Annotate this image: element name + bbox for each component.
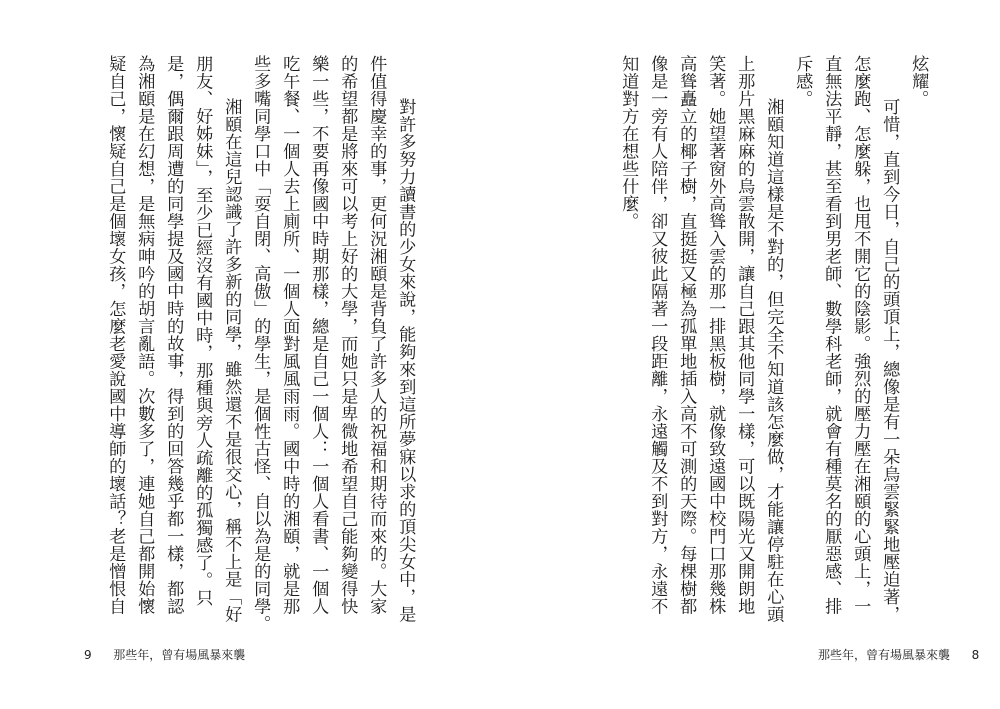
text-column: 上那片黑麻麻的烏雲散開，讓自己跟其他同學一樣，可以既陽光又開朗地 (734, 55, 755, 615)
text-column: 高聳矗立的椰子樹，直挺挺又極為孤單地插入高不可測的天際。每棵樹都 (676, 55, 697, 615)
text-column: 朋友、好姊妹」，至少已經沒有國中時，那種與旁人疏離的孤獨感了。只 (192, 55, 213, 607)
text-column: 斥感。 (792, 55, 813, 108)
text-column: 是，偶爾跟周遭的同學提及國中時的故事，得到的回答幾乎都一樣，都認 (163, 55, 184, 615)
page-footer (84, 646, 245, 663)
running-title: 那些年，曾有場風暴來襲 (113, 648, 246, 662)
page-footer (818, 646, 979, 663)
text-column: 為湘頤是在幻想，是無病呻吟的胡言亂語。次數多了，連她自己都開始懷 (134, 55, 155, 615)
right-page (500, 0, 1000, 709)
page-number: 8 (971, 648, 980, 662)
text-column: 樂一些，不要再像國中時期那樣，總是自己一個人：一個人看書、一個人 (308, 55, 329, 615)
text-column: 疑自己，懷疑自己是個壞女孩，怎麼老愛說國中導師的壞話？老是憎恨自 (105, 55, 126, 615)
running-title: 那些年，曾有場風暴來襲 (818, 648, 951, 662)
text-column: 知道對方在想些什麼。 (618, 55, 639, 230)
text-column: 怎麼跑、怎麼躲，也甩不開它的陰影。強烈的壓力壓在湘頤的心頭上，一 (850, 55, 871, 615)
text-column: 件值得慶幸的事，更何況湘頤是背負了許多人的祝福和期待而來的。大家 (366, 55, 387, 615)
text-column: 湘頤在這兒認識了許多新的同學，雖然還不是很交心，稱不上是「好 (221, 98, 242, 623)
text-column: 像是一旁有人陪伴，卻又彼此隔著一段距離，永遠觸及不到對方，永遠不 (647, 55, 668, 615)
text-column: 可惜，直到今日，自己的頭頂上，總像是有一朵烏雲緊緊地壓迫著， (879, 98, 900, 623)
text-column: 些多嘴同學口中「耍自閉、高傲」的學生，是個性古怪、自以為是的同學。 (250, 55, 271, 633)
text-column: 的希望都是將來可以考上好的大學，而她只是卑微地希望自己能夠變得快 (337, 55, 358, 615)
text-column: 吃午餐、一個人去上廁所、一個人面對風風雨雨。國中時的湘頤，就是那 (279, 55, 300, 615)
text-column: 笑著。她望著窗外高聳入雲的那一排黑板樹，就像致遠國中校門口那幾株 (705, 55, 726, 615)
text-column: 湘頤知道這樣是不對的，但完全不知道該怎麼做，才能讓停駐在心頭 (763, 98, 784, 623)
text-column: 對許多努力讀書的少女來說，能夠來到這所夢寐以求的頂尖女中，是 (395, 98, 416, 623)
text-column: 炫耀。 (908, 55, 929, 108)
page-number: 9 (84, 648, 92, 662)
text-column: 直無法平靜，甚至看到男老師、數學科老師，就會有種莫名的厭惡感、排 (821, 55, 842, 615)
